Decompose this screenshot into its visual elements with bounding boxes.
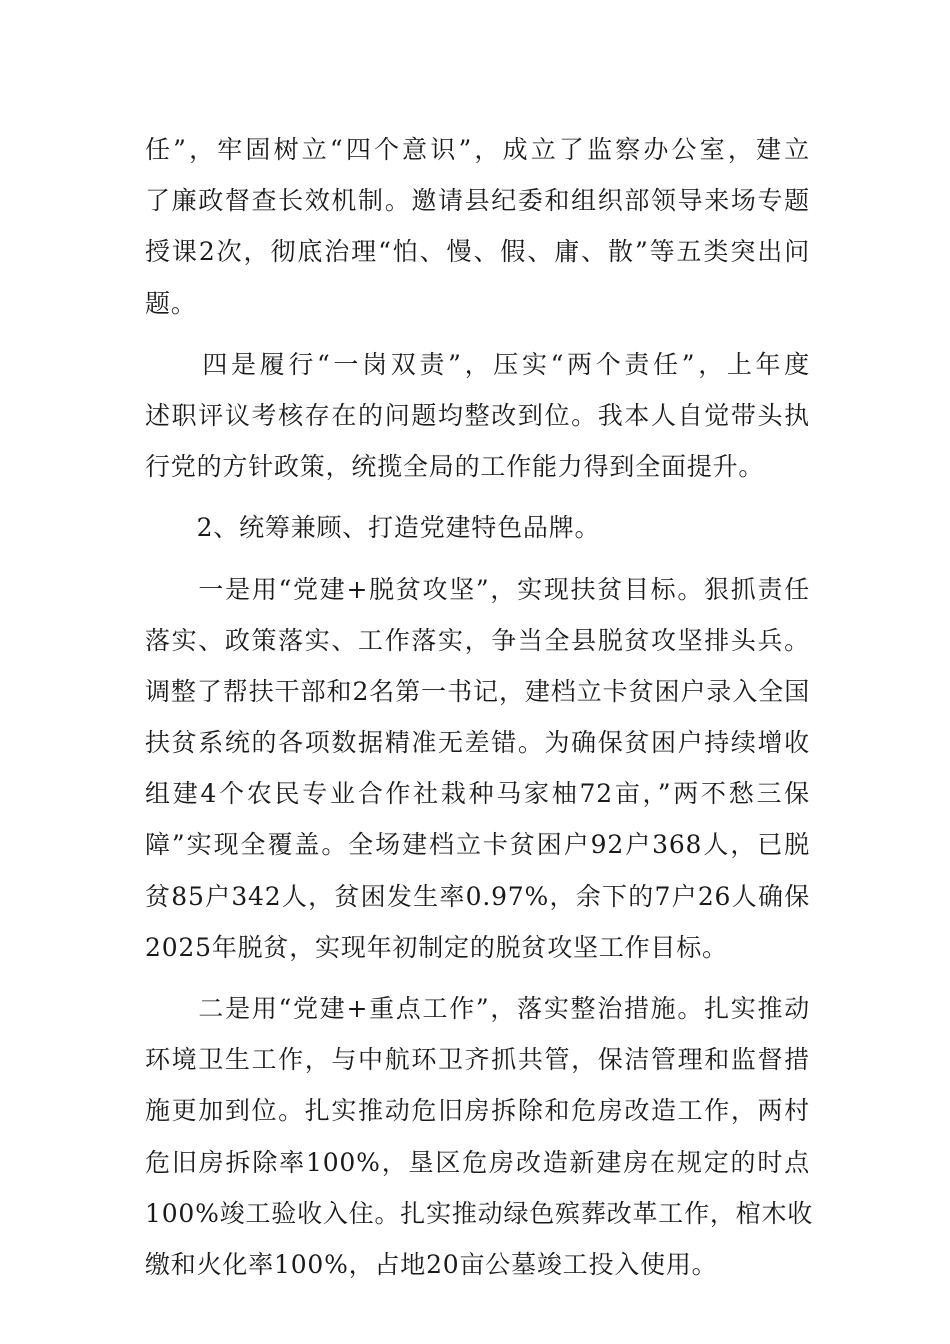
text-line: 障”实现全覆盖。全场建档立卡贫困户92户368人，已脱 — [145, 830, 810, 860]
text-line: 任”，牢固树立“四个意识”，成立了监察办公室，建立 — [145, 135, 810, 164]
text-line: 题。 — [145, 288, 197, 318]
text-line: 组建4个农民专业合作社栽种马家柚72亩，”两不愁三保 — [145, 779, 810, 809]
text-line: 100%竣工验收入住。扎实推动绿色殡葬改革工作，棺木收 — [145, 1198, 814, 1228]
text-line: 2、统筹兼顾、打造党建特色品牌。 — [145, 513, 601, 543]
text-line: 授课2次，彻底治理“怕、慢、假、庸、散”等五类突出问 — [145, 237, 810, 267]
text-line: 一是用“党建+脱贫攻坚”，实现扶贫目标。狠抓责任 — [145, 574, 810, 604]
text-line: 行党的方针政策，统揽全局的工作能力得到全面提升。 — [145, 452, 765, 482]
paragraph — [145, 564, 810, 974]
document-body — [145, 124, 814, 1290]
section-heading — [145, 502, 810, 553]
text-line: 了廉政督查长效机制。邀请县纪委和组织部领导来场专题 — [145, 186, 810, 216]
text-line: 环境卫生工作，与中航环卫齐抓共管，保洁管理和监督措 — [145, 1045, 810, 1075]
text-line: 四是履行“一岗双责”，压实“两个责任”，上年度 — [145, 349, 810, 379]
text-line: 调整了帮扶干部和2名第一书记，建档立卡贫困户录入全国 — [145, 676, 810, 706]
text-line: 落实、政策落实、工作落实，争当全县脱贫攻坚排头兵。 — [145, 625, 810, 655]
text-line: 缴和火化率100%，占地20亩公墓竣工投入使用。 — [145, 1249, 718, 1279]
text-line: 2025年脱贫，实现年初制定的脱贫攻坚工作目标。 — [145, 932, 728, 962]
text-line: 述职评议考核存在的问题均整改到位。我本人自觉带头执 — [145, 400, 810, 430]
paragraph — [145, 339, 810, 493]
text-line: 扶贫系统的各项数据精准无差错。为确保贫困户持续增收 — [145, 728, 810, 758]
paragraph — [145, 124, 810, 329]
text-line: 二是用“党建+重点工作”，落实整治措施。扎实推动 — [145, 994, 810, 1023]
text-line: 贫85户342人，贫困发生率0.97%，余下的7户26人确保 — [145, 881, 810, 911]
paragraph — [145, 983, 814, 1290]
text-line: 危旧房拆除率100%，垦区危房改造新建房在规定的时点 — [145, 1147, 810, 1177]
text-line: 施更加到位。扎实推动危旧房拆除和危房改造工作，两村 — [145, 1096, 810, 1126]
